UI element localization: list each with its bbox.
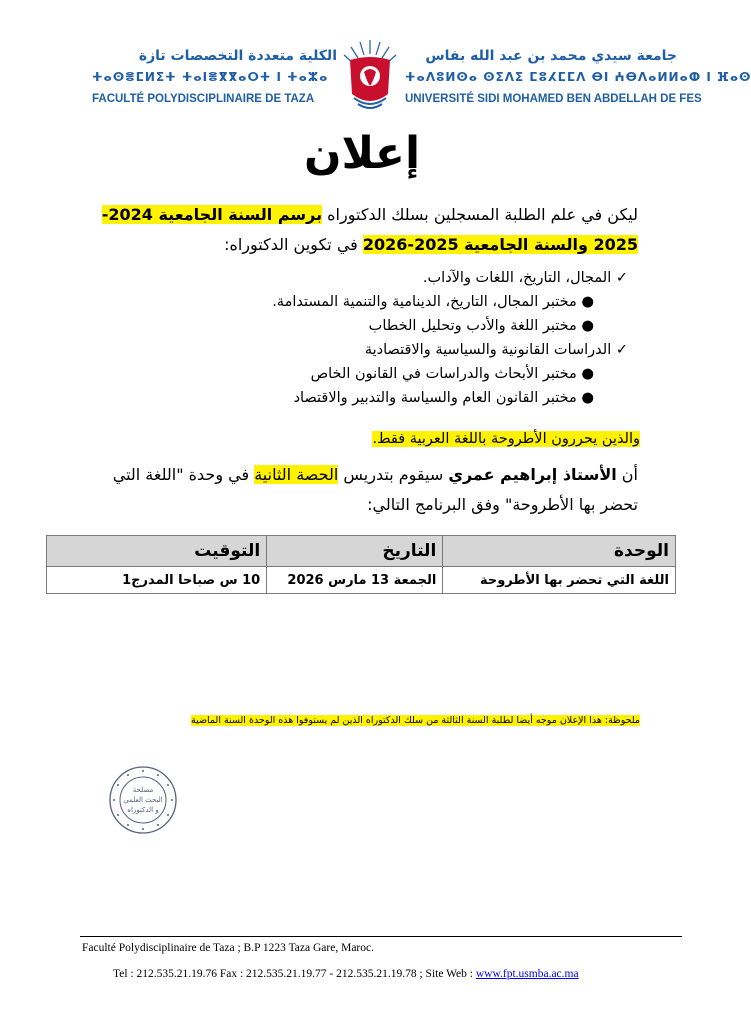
domain-name: الدراسات القانونية والسياسية والاقتصادية	[364, 342, 612, 358]
checkmark-icon: ✓	[611, 342, 628, 358]
header	[0, 0, 751, 118]
university-name-arabic: جامعة سيدي محمد بن عبد الله بفاس	[425, 48, 677, 64]
table-header-row	[47, 536, 676, 567]
announcement-paragraph	[80, 460, 638, 520]
university-logo	[340, 38, 400, 112]
arabic-thesis-note-text: والذين يحررون الأطروحة باللغة العربية فقط.	[372, 431, 640, 447]
footer-address: Faculté Polydisciplinaire de Taza ; B.P 1223 Taza Gare, Maroc.	[82, 942, 374, 954]
lab-item	[150, 314, 628, 338]
footer-contact	[113, 968, 579, 980]
announcement-text: في وحدة "اللغة التي تحضر بها الأطروحة" وفق البرنامج التالي:	[112, 465, 638, 514]
stamp-line: و الدكتوراه	[127, 806, 159, 814]
university-name-french: UNIVERSITÉ SIDI MOHAMED BEN ABDELLAH DE FES	[405, 93, 702, 105]
column-header-date: التاريخ	[267, 536, 443, 567]
column-header-unit: الوحدة	[443, 536, 676, 567]
website-link[interactable]: www.fpt.usmba.ac.ma	[475, 968, 579, 980]
lab-name: مختبر الأبحاث والدراسات في القانون الخاص	[310, 366, 577, 382]
intro-text-start: ليكن في علم الطلبة المسجلين بسلك الدكتوراه	[322, 205, 638, 224]
page-title: إعلان	[303, 128, 421, 179]
stamp-line: البحث العلمي	[123, 796, 163, 804]
domain-name: المجال، التاريخ، اللغات والآداب.	[422, 270, 612, 286]
cell-time: 10 س صباحا المدرج1	[47, 567, 267, 594]
lab-name: مختبر اللغة والأدب وتحليل الخطاب	[368, 318, 577, 334]
intro-text-end: في تكوين الدكتوراه:	[224, 235, 363, 254]
bullet-icon: ●	[576, 294, 594, 310]
footnote	[120, 713, 640, 729]
intro-paragraph	[80, 200, 638, 260]
announcement-text: سيقوم بتدريس	[338, 465, 449, 484]
stamp-text	[120, 785, 166, 815]
table-row	[47, 567, 676, 594]
faculty-name-french: FACULTÉ POLYDISCIPLINAIRE DE TAZA	[92, 93, 315, 105]
domains-list	[150, 266, 628, 410]
domain-item	[150, 338, 628, 362]
lab-item	[150, 362, 628, 386]
faculty-name-tifinagh: ⵜⴰⵙⴻⵎⵍⵉⵜ ⵜⴰⵏⴻⴳⴳⴰⵔⵜ ⵏ ⵜⴰⵣⴰ	[92, 70, 329, 84]
cell-date: الجمعة 13 مارس 2026	[267, 567, 443, 594]
footer-contact-text: Tel : 212.535.21.19.76 Fax : 212.535.21.19.77 - 212.535.21.19.78 ; Site Web :	[113, 968, 476, 980]
lab-name: مختبر المجال، التاريخ، الدينامية والتنمية المستدامة.	[272, 294, 577, 310]
bullet-icon: ●	[576, 390, 594, 406]
footer-divider	[80, 936, 682, 937]
university-name-tifinagh: ⵜⴰⴷⵓⵍⵙⴰ ⵙⵉⴷⵉ ⵎⵓⵃⵎⵎⴷ ⴱⵏ ⵄⴱⴷⴰⵍⵍⴰⵀ ⵏ ⴼⴰⵙ	[405, 70, 751, 84]
professor-name: الأستاذ إبراهيم عمري	[448, 465, 617, 484]
session-name: الحصة الثانية	[254, 465, 339, 484]
intro-academic-years: برسم السنة الجامعية 2024-2025 والسنة الجامعية 2025-2026	[101, 205, 638, 254]
faculty-name-arabic: الكلية متعددة التخصصات تازة	[138, 48, 337, 64]
arabic-thesis-note	[150, 427, 640, 451]
stamp-line: مصلحة	[132, 786, 154, 794]
schedule-table	[46, 535, 676, 594]
official-stamp	[108, 765, 178, 835]
lab-item	[150, 386, 628, 410]
lab-item	[150, 290, 628, 314]
footnote-text: ملحوظة: هذا الإعلان موجه أيضا لطلبة السنة الثالثة من سلك الدكتوراه الذين لم يستوفوا هذه الوحدة السنة الماضية	[191, 715, 640, 726]
checkmark-icon: ✓	[611, 270, 628, 286]
bullet-icon: ●	[576, 318, 594, 334]
column-header-time: التوقيت	[47, 536, 267, 567]
domain-item	[150, 266, 628, 290]
lab-name: مختبر القانون العام والسياسة والتدبير والاقتصاد	[293, 390, 577, 406]
bullet-icon: ●	[576, 366, 594, 382]
announcement-text: أن	[616, 465, 638, 484]
cell-unit: اللغة التي تحضر بها الأطروحة	[443, 567, 676, 594]
